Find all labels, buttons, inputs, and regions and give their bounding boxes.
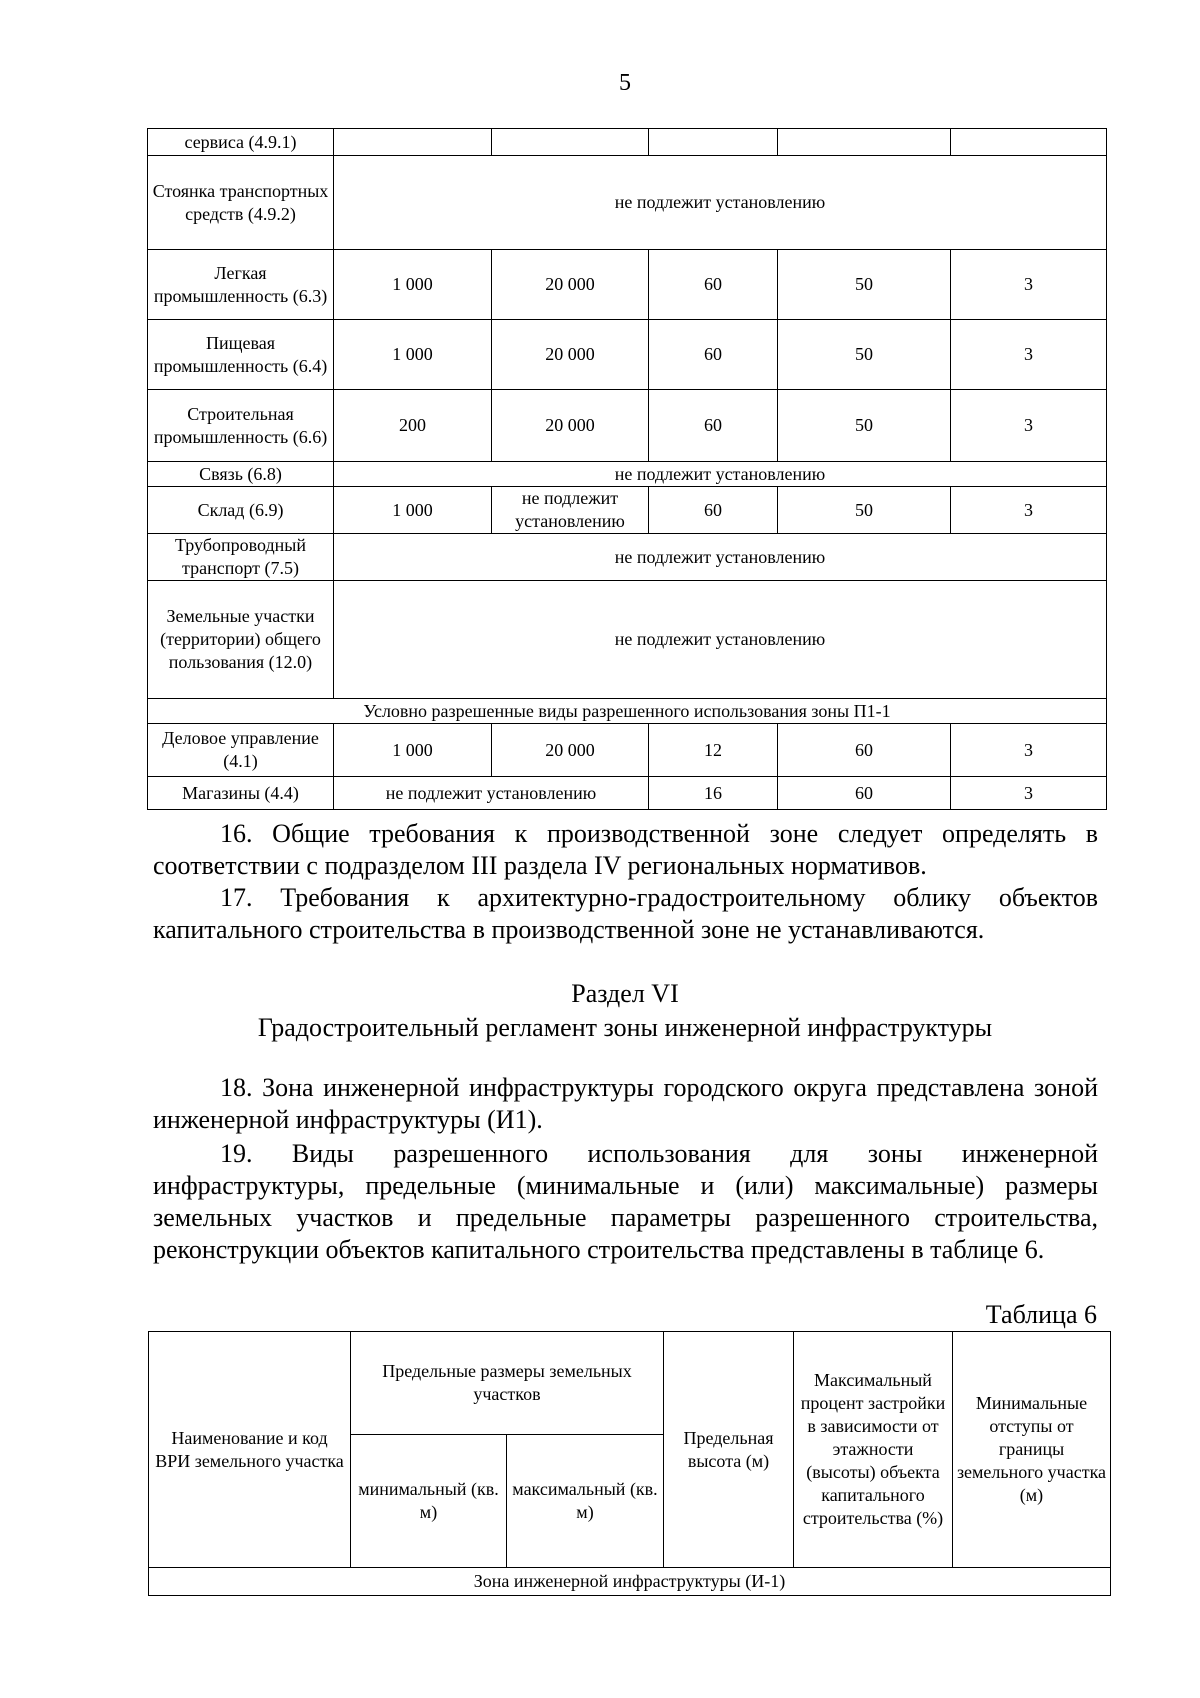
cell: 20 000 [492, 724, 649, 777]
cell: 50 [778, 487, 951, 534]
table-row [148, 250, 1107, 320]
cell: 3 [951, 250, 1107, 320]
row-name: сервиса (4.9.1) [148, 129, 334, 156]
row-name: Земельные участки (территории) общего пользования (12.0) [148, 581, 334, 699]
merged-cell: не подлежит установлению [334, 581, 1107, 699]
row-name: Склад (6.9) [148, 487, 334, 534]
merged-cell: не подлежит установлению [334, 777, 649, 810]
row-name: Трубопроводный транспорт (7.5) [148, 534, 334, 581]
table-row [148, 462, 1107, 487]
section-heading: Условно разрешенные виды разрешенного использования зоны П1-1 [148, 699, 1107, 724]
cell: 60 [649, 487, 778, 534]
table-row [148, 534, 1107, 581]
header-max: максимальный (кв. м) [507, 1435, 664, 1568]
cell: 20 000 [492, 250, 649, 320]
header-sizes: Предельные размеры земельных участков [351, 1332, 664, 1435]
table-5-continuation [147, 128, 1107, 810]
paragraph-19: 19. Виды разрешенного использования для зоны инженерной инфраструктуры, предельные (минимальные и (или) максимальные) размеры земельных участков и предельные параметры разрешенного строительства, реконструкции объектов капитального строительства представлены в таблице 6. [153, 1139, 1098, 1264]
table-row [148, 487, 1107, 534]
cell: 3 [951, 777, 1107, 810]
cell: 12 [649, 724, 778, 777]
cell: 3 [951, 487, 1107, 534]
table-row [148, 156, 1107, 250]
row-name: Стоянка транспортных средств (4.9.2) [148, 156, 334, 250]
page-number: 5 [619, 70, 631, 96]
table-row [148, 724, 1107, 777]
cell: 20 000 [492, 390, 649, 462]
row-name: Магазины (4.4) [148, 777, 334, 810]
cell [492, 129, 649, 156]
cell [334, 129, 492, 156]
cell: 3 [951, 390, 1107, 462]
paragraph-17: 17. Требования к архитектурно-градостроительному облику объектов капитального строительства в производственной зоне не устанавливаются. [153, 883, 1098, 944]
cell: 50 [778, 320, 951, 390]
table-row [148, 129, 1107, 156]
cell: 60 [649, 250, 778, 320]
header-min: минимальный (кв. м) [351, 1435, 507, 1568]
cell: 1 000 [334, 320, 492, 390]
section-title: Раздел VI [571, 979, 679, 1008]
cell: 1 000 [334, 487, 492, 534]
row-name: Связь (6.8) [148, 462, 334, 487]
cell [649, 129, 778, 156]
paragraph-18: 18. Зона инженерной инфраструктуры городского округа представлена зоной инженерной инфраструктуры (И1). [153, 1073, 1098, 1134]
merged-cell: не подлежит установлению [334, 462, 1107, 487]
table-6 [148, 1331, 1111, 1596]
merged-cell: не подлежит установлению [334, 156, 1107, 250]
merged-cell: не подлежит установлению [334, 534, 1107, 581]
row-name: Пищевая промышленность (6.4) [148, 320, 334, 390]
cell: 3 [951, 320, 1107, 390]
cell: 60 [778, 724, 951, 777]
table-row [148, 777, 1107, 810]
cell: 20 000 [492, 320, 649, 390]
cell [778, 129, 951, 156]
table-caption: Таблица 6 [985, 1300, 1097, 1329]
cell: 60 [778, 777, 951, 810]
zone-row: Зона инженерной инфраструктуры (И-1) [149, 1568, 1111, 1596]
cell: 1 000 [334, 250, 492, 320]
header-percent: Максимальный процент застройки в зависимости от этажности (высоты) объекта капитального строительства (%) [794, 1332, 953, 1568]
table-header-row [149, 1332, 1111, 1435]
cell: 60 [649, 320, 778, 390]
paragraph-16: 16. Общие требования к производственной зоне следует определять в соответствии с подразделом III раздела IV региональных нормативов. [153, 819, 1098, 880]
row-name: Строительная промышленность (6.6) [148, 390, 334, 462]
table-row [148, 320, 1107, 390]
header-setback: Минимальные отступы от границы земельного участка (м) [953, 1332, 1111, 1568]
table-section-row [149, 1568, 1111, 1596]
cell: 60 [649, 390, 778, 462]
cell: 50 [778, 250, 951, 320]
cell: не подлежит установлению [492, 487, 649, 534]
cell: 1 000 [334, 724, 492, 777]
header-name: Наименование и код ВРИ земельного участка [149, 1332, 351, 1568]
table-row [148, 581, 1107, 699]
table-row [148, 390, 1107, 462]
row-name: Деловое управление (4.1) [148, 724, 334, 777]
row-name: Легкая промышленность (6.3) [148, 250, 334, 320]
header-height: Предельная высота (м) [664, 1332, 794, 1568]
cell: 3 [951, 724, 1107, 777]
cell [951, 129, 1107, 156]
cell: 200 [334, 390, 492, 462]
table-section-row [148, 699, 1107, 724]
cell: 16 [649, 777, 778, 810]
section-subtitle: Градостроительный регламент зоны инженерной инфраструктуры [257, 1013, 993, 1042]
cell: 50 [778, 390, 951, 462]
